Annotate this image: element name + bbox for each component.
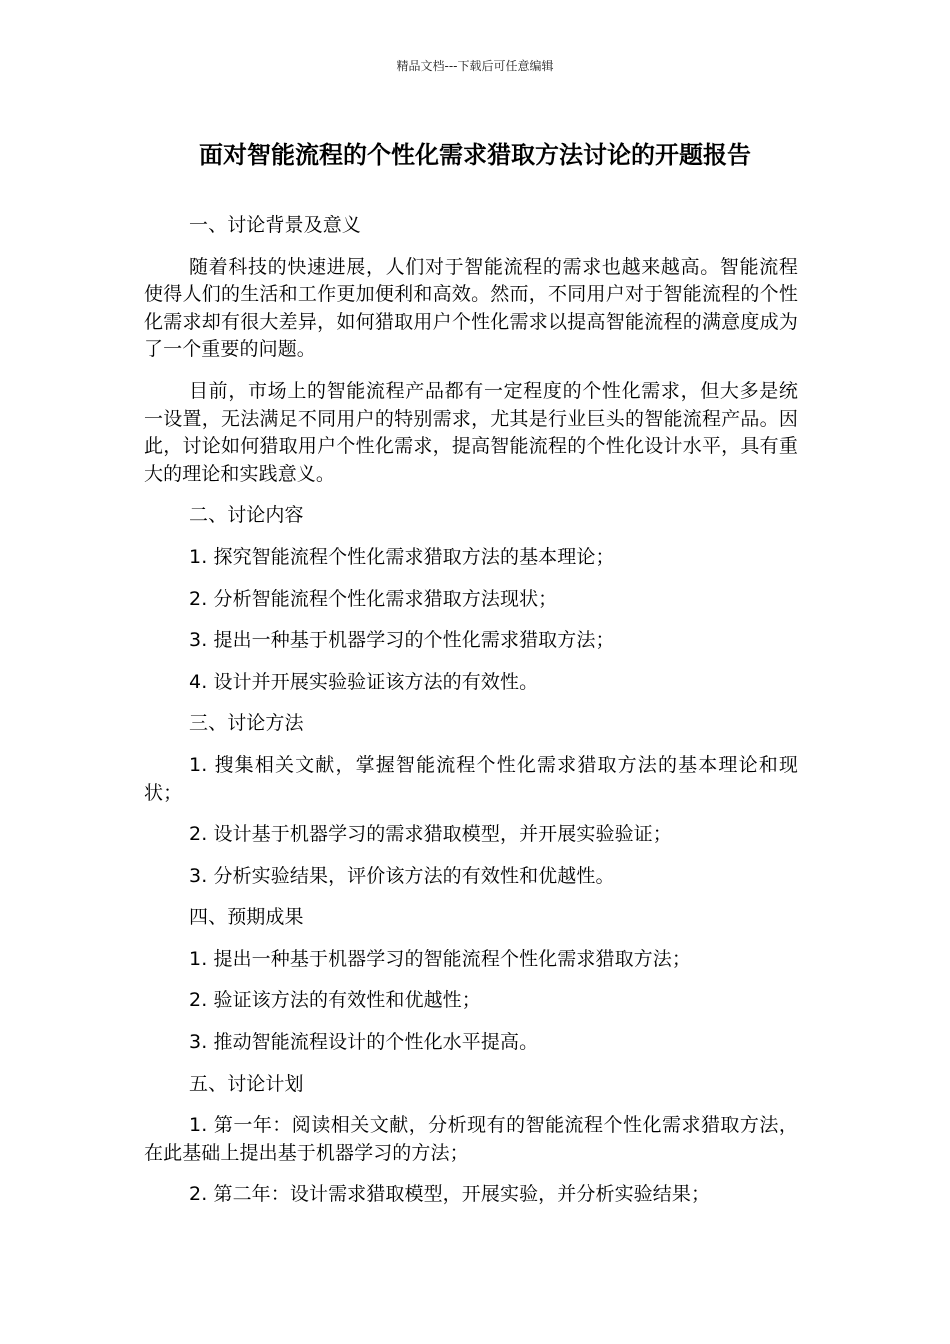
paragraph-background-1: 随着科技的快速进展，人们对于智能流程的需求也越来越高。智能流程使得人们的生活和工作更加便利和高效。然而，不同用户对于智能流程的个性化需求却有很大差异，如何猎取用户个性化需求以提高智能流程的满意度成为了一个重要的问题。 <box>144 255 798 361</box>
section-heading-method: 三、讨论方法 <box>189 712 304 735</box>
results-item-2: 2. 验证该方法的有效性和优越性； <box>189 989 481 1012</box>
plan-item-2: 2. 第二年：设计需求猎取模型，开展实验，并分析实验结果； <box>189 1183 711 1206</box>
section-heading-background: 一、讨论背景及意义 <box>189 214 361 236</box>
section-heading-content: 二、讨论内容 <box>189 504 304 527</box>
content-item-1: 1. 探究智能流程个性化需求猎取方法的基本理论； <box>189 545 615 568</box>
content-item-2: 2. 分析智能流程个性化需求猎取方法现状； <box>189 587 558 610</box>
method-item-2: 2. 设计基于机器学习的需求猎取模型，并开展实验验证； <box>189 823 672 846</box>
results-item-3: 3. 推动智能流程设计的个性化水平提高。 <box>189 1031 539 1054</box>
content-item-3: 3. 提出一种基于机器学习的个性化需求猎取方法； <box>189 629 615 652</box>
paragraph-background-2: 目前，市场上的智能流程产品都有一定程度的个性化需求，但大多是统一设置，无法满足不同用户的特别需求，尤其是行业巨头的智能流程产品。因此，讨论如何猎取用户个性化需求，提高智能流程的个性化设计水平，具有重大的理论和实践意义。 <box>144 379 798 485</box>
content-item-4: 4. 设计并开展实验验证该方法的有效性。 <box>189 670 539 693</box>
plan-item-1: 1. 第一年：阅读相关文献，分析现有的智能流程个性化需求猎取方法，在此基础上提出基于机器学习的方法； <box>144 1114 798 1164</box>
results-item-1: 1. 提出一种基于机器学习的智能流程个性化需求猎取方法； <box>189 947 691 970</box>
document-title: 面对智能流程的个性化需求猎取方法讨论的开题报告 <box>199 141 751 169</box>
method-item-1: 1. 搜集相关文献，掌握智能流程个性化需求猎取方法的基本理论和现状； <box>144 753 798 804</box>
document-body <box>144 212 798 1223</box>
header-note: 精品文档---下载后可任意编辑 <box>396 59 554 73</box>
method-item-3: 3. 分析实验结果，评价该方法的有效性和优越性。 <box>189 864 615 887</box>
section-heading-results: 四、预期成果 <box>189 906 304 929</box>
section-heading-plan: 五、讨论计划 <box>189 1072 304 1095</box>
